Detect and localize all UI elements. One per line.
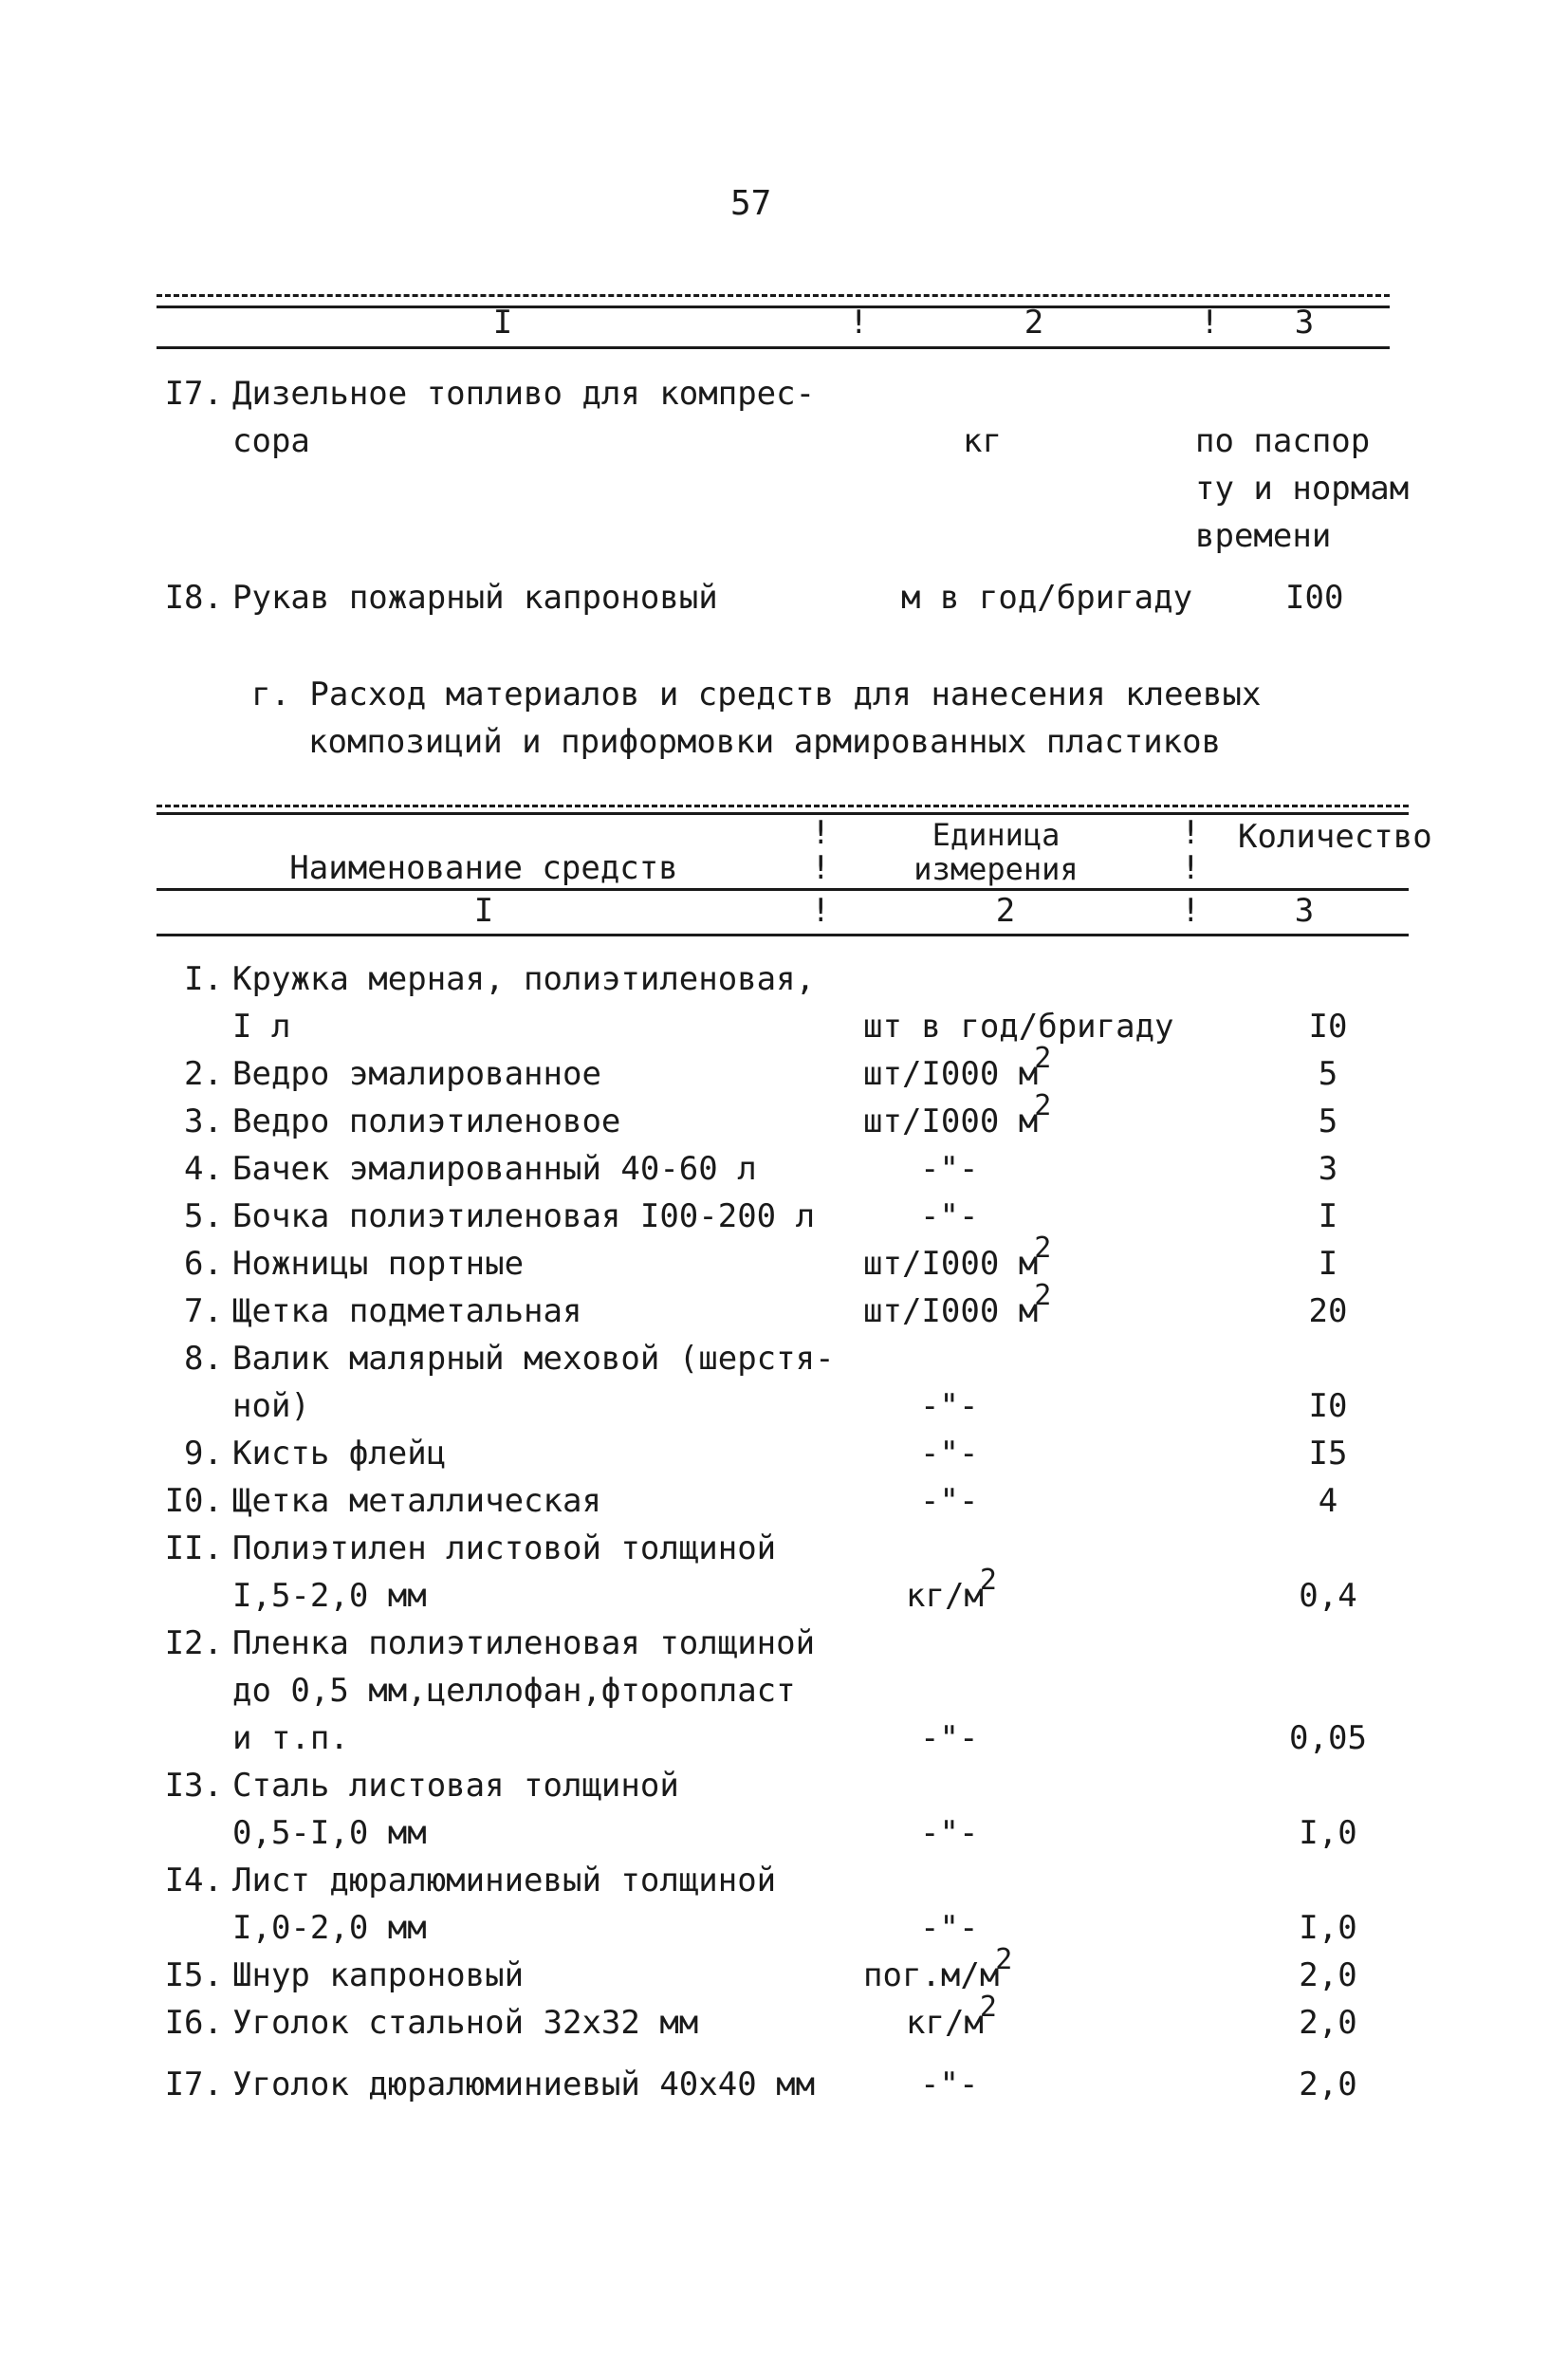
row-number: 6. [184,1245,223,1283]
item-unit: кг [963,422,1002,460]
item-quantity: 2,0 [1299,1956,1357,1994]
item-quantity: 2,0 [1299,2004,1357,2042]
item-quantity: I0 [1308,1008,1348,1046]
item-quantity: ту и нормам [1195,470,1410,508]
item-quantity: I [1318,1245,1338,1283]
section-title-line-1: г. Расход материалов и средств для нанесения клеевых [251,676,1262,713]
item-unit: шт/I000 м2 [863,1232,1052,1283]
item-name: Дизельное топливо для компрес- [232,375,816,413]
row-number: 8. [184,1340,223,1378]
item-name: Рукав пожарный капроновый [232,579,718,617]
row-number: 2. [184,1055,223,1093]
item-name: Сталь листовая толщиной [232,1767,679,1805]
item-name: Ведро полиэтиленовое [232,1102,621,1140]
item-name: Щетка подметальная [232,1292,582,1330]
item-name: Валик малярный меховой (шерстя- [232,1340,835,1378]
header-quantity: Количество [1238,818,1432,856]
column-separator: ! [849,304,869,342]
item-quantity: I00 [1285,579,1344,617]
section-title-line-2: композиций и приформовки армированных пластиков [308,723,1222,761]
item-name: Полиэтилен листовой толщиной [232,1529,777,1567]
item-name: Щетка металлическая [232,1482,601,1520]
item-unit: шт/I000 м2 [863,1089,1052,1140]
item-name: сора [232,422,310,460]
row-number: I5. [164,1956,223,1994]
item-unit: -"- [920,2066,979,2103]
item-name: Лист дюралюминиевый толщиной [232,1862,777,1899]
item-name: Бачек эмалированный 40-60 л [232,1150,757,1188]
item-unit: шт/I000 м2 [863,1042,1052,1093]
table1-colnum-2: 2 [1024,304,1044,342]
item-quantity: 5 [1318,1055,1338,1093]
row-number: 9. [184,1435,223,1473]
item-unit: м в год/бригаду [901,579,1193,617]
item-name: Пленка полиэтиленовая толщиной [232,1624,816,1662]
item-name: Уголок дюралюминиевый 40х40 мм [232,2066,816,2103]
row-number: I7. [164,2066,223,2103]
item-name: Бочка полиэтиленовая I00-200 л [232,1197,816,1235]
header-unit-line2: измерения [913,851,1079,887]
column-separator: ! [1200,304,1220,342]
item-quantity: I [1318,1197,1338,1235]
column-separator: ! [1181,814,1201,852]
column-separator: ! [1181,849,1201,887]
row-number: 5. [184,1197,223,1235]
item-unit: шт в год/бригаду [863,1008,1174,1046]
row-number: 7. [184,1292,223,1330]
row-number: I2. [164,1624,223,1662]
item-unit: -"- [920,1719,979,1757]
item-unit: кг/м2 [906,1991,997,2042]
item-name: Кружка мерная, полиэтиленовая, [232,960,816,998]
item-quantity: I5 [1308,1435,1348,1473]
item-unit: -"- [920,1197,979,1235]
item-quantity: 0,4 [1299,1577,1357,1615]
row-number: 3. [184,1102,223,1140]
item-name: Ведро эмалированное [232,1055,601,1093]
item-quantity: 2,0 [1299,2066,1357,2103]
column-separator: ! [811,814,831,852]
item-unit: -"- [920,1150,979,1188]
row-number: I. [184,960,223,998]
item-name: Ножницы портные [232,1245,525,1283]
item-name: до 0,5 мм,целлофан,фторопласт [232,1672,796,1710]
item-quantity: 3 [1318,1150,1338,1188]
row-number: I3. [164,1767,223,1805]
column-separator: ! [1181,892,1201,930]
item-unit: шт/I000 м2 [863,1279,1052,1330]
item-unit: кг/м2 [906,1564,997,1615]
item-quantity: 0,05 [1289,1719,1367,1757]
item-quantity: по паспор [1195,422,1371,460]
item-name: и т.п. [232,1719,349,1757]
item-unit: -"- [920,1482,979,1520]
page-number: 57 [730,184,772,223]
item-unit: -"- [920,1909,979,1947]
row-number: I4. [164,1862,223,1899]
item-name: ной) [232,1387,310,1425]
table1-colnum-3: 3 [1294,304,1315,342]
table2-colnum-rule [157,934,1409,936]
table2-colnum-1: I [473,892,494,930]
row-number: I8. [164,579,223,617]
row-number: 4. [184,1150,223,1188]
item-name: Шнур капроновый [232,1956,525,1994]
table1-header-bottom-rule [157,346,1390,349]
item-quantity: I,0 [1299,1814,1357,1852]
item-name: I л [232,1008,291,1046]
item-name: Уголок стальной 32х32 мм [232,2004,699,2042]
item-quantity: 20 [1308,1292,1348,1330]
item-unit: пог.м/м2 [863,1943,1013,1994]
row-number: I7. [164,375,223,413]
item-unit: -"- [920,1387,979,1425]
row-number: I0. [164,1482,223,1520]
column-separator: ! [811,892,831,930]
row-number: I6. [164,2004,223,2042]
item-name: I,0-2,0 мм [232,1909,427,1947]
column-separator: ! [811,849,831,887]
item-quantity: времени [1195,517,1332,555]
item-name: I,5-2,0 мм [232,1577,427,1615]
item-quantity: I,0 [1299,1909,1357,1947]
item-quantity: 5 [1318,1102,1338,1140]
table1-colnum-1: I [492,304,513,342]
item-name: Кисть флейц [232,1435,447,1473]
row-number: II. [164,1529,223,1567]
item-unit: -"- [920,1435,979,1473]
table2-header-rule [157,888,1409,891]
table2-colnum-3: 3 [1294,892,1315,930]
table2-top-rule [157,805,1409,807]
header-name: Наименование средств [289,849,678,887]
table2-colnum-2: 2 [995,892,1016,930]
item-quantity: 4 [1318,1482,1338,1520]
item-unit: -"- [920,1814,979,1852]
table2-top-rule-2 [157,812,1409,815]
item-name: 0,5-I,0 мм [232,1814,427,1852]
table1-top-rule [157,294,1390,297]
item-quantity: I0 [1308,1387,1348,1425]
header-unit-line1: Единица [932,817,1061,853]
